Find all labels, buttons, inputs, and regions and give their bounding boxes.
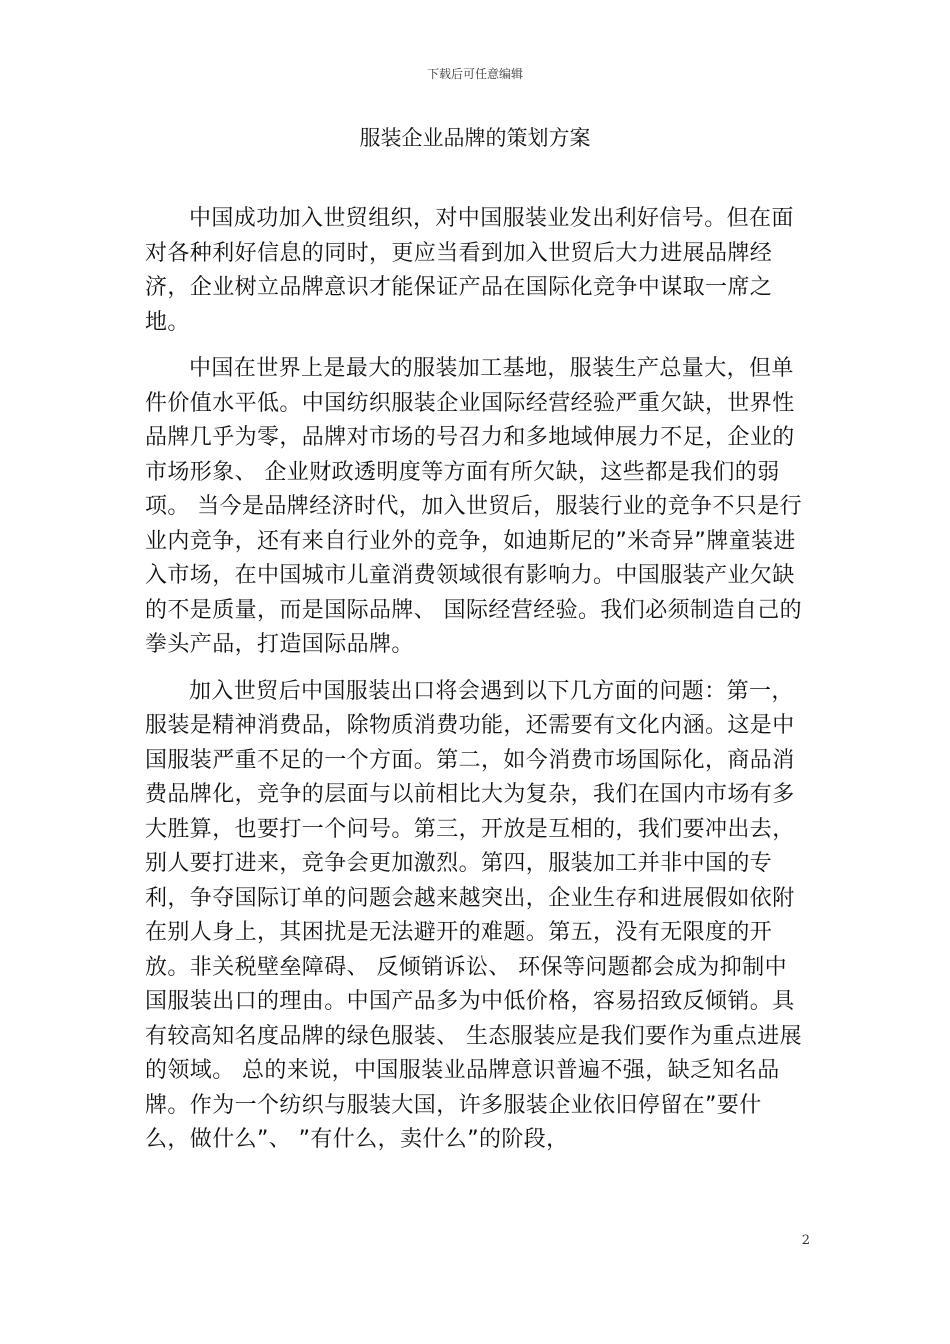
paragraph-1: 中国成功加入世贸组织，对中国服装业发出利好信号。但在面对各种利好信息的同时，更应当看到加入世贸后大力进展品牌经济，企业树立品牌意识才能保证产品在国际化竞争中谋取一席之地。 [145, 206, 794, 335]
page-header: 下载后可任意编辑 [426, 67, 523, 81]
document-body [145, 202, 805, 1170]
document-title: 服装企业品牌的策划方案 [359, 126, 591, 150]
paragraph-2: 中国在世界上是最大的服装加工基地，服装生产总量大，但单件价值水平低。中国纺织服装企业国际经营经验严重欠缺，世界性品牌几乎为零，品牌对市场的号召力和多地域伸展力不足，企业的市场形象、 企业财政透明度等方面有所欠缺，这些都是我们的弱项。 当今是品牌经济时代，加入世贸后，服装行业的竞争不只是行业内竞争，还有来自行业外的竞争，如迪斯尼的”米奇异”牌童装进入市场，在中国城市儿童消费领域很有影响力。中国服装产业欠缺的不是质量，而是国际品牌、 国际经营经验。我们必须制造自己的拳头产品，打造国际品牌。 [145, 356, 802, 657]
paragraph-3: 加入世贸后中国服装出口将会遇到以下几方面的问题：第一，服装是精神消费品，除物质消费功能，还需要有文化内涵。这是中国服装严重不足的一个方面。第二，如今消费市场国际化，商品消费品牌化，竞争的层面与以前相比大为复杂，我们在国内市场有多大胜算，也要打一个问号。第三，开放是互相的，我们要冲出去，别人要打进来，竞争会更加激烈。第四，服装加工并非中国的专利，争夺国际订单的问题会越来越突出，企业生存和进展假如依附在别人身上，其困扰是无法避开的难题。第五，没有无限度的开放。非关税壁垒障碍、 反倾销诉讼、 环保等问题都会成为抑制中国服装出口的理由。中国产品多为中低价格，容易招致反倾销。具有较高知名度品牌的绿色服装、 生态服装应是我们要作为重点进展的领域。 总的来说，中国服装业品牌意识普遍不强，缺乏知名品牌。作为一个纺织与服装大国，许多服装企业依旧停留在”要什么，做什么”、 ”有什么，卖什么”的阶段， [145, 678, 802, 1152]
page-number: 2 [801, 1233, 810, 1248]
